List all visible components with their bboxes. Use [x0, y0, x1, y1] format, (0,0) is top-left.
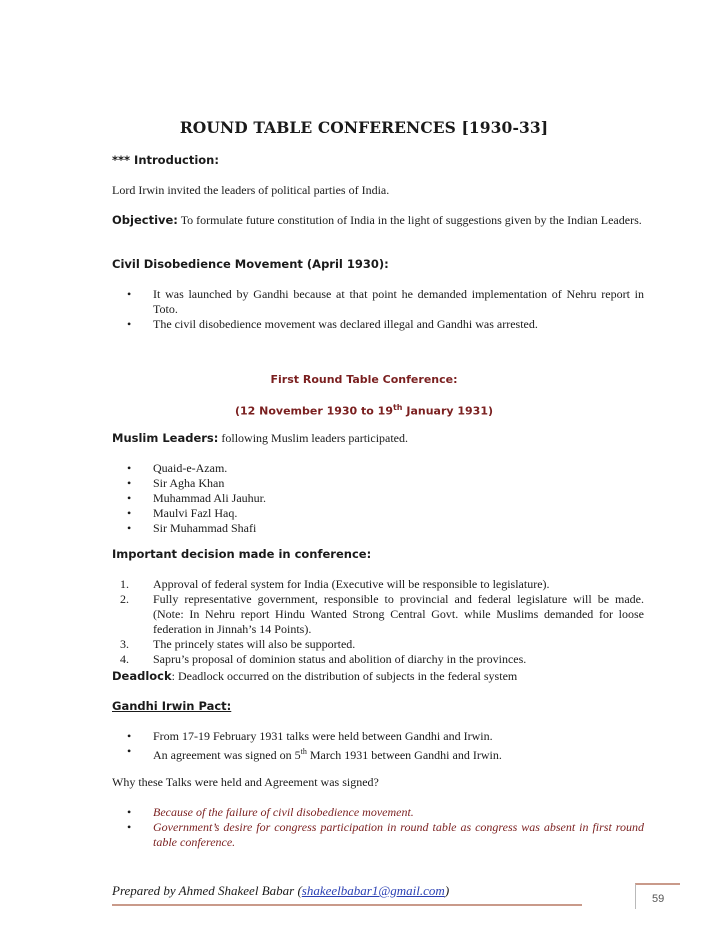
muslim-leaders-list: [112, 461, 644, 536]
list-item: • Because of the failure of civil disobedience movement.: [127, 805, 414, 819]
bullet-icon: •: [127, 476, 132, 490]
list-item: • Quaid-e-Azam.: [127, 461, 228, 475]
footer-credit: Prepared by Ahmed Shakeel Babar (shakeelbabar1@gmail.com): [112, 883, 450, 898]
list-item: • From 17-19 February 1931 talks were held between Gandhi and Irwin.: [127, 729, 493, 743]
intro-text: Lord Irwin invited the leaders of political parties of India.: [112, 183, 390, 197]
footer-divider: [112, 904, 582, 906]
list-item: • It was launched by Gandhi because at that point he demanded implementation of Nehru report in Toto.: [127, 287, 644, 316]
civil-disobedience-list: [112, 287, 644, 332]
bullet-icon: •: [127, 729, 132, 743]
bullet-icon: •: [127, 805, 132, 819]
bullet-icon: •: [127, 744, 132, 758]
objective-paragraph: [112, 213, 644, 228]
page-title: ROUND TABLE CONFERENCES [1930-33]: [179, 118, 549, 137]
bullet-icon: •: [127, 317, 132, 331]
pact-list: [112, 729, 644, 763]
bullet-icon: •: [127, 491, 132, 505]
bullet-icon: •: [127, 820, 132, 834]
list-item: 2. Fully representative government, responsible to provincial and federal legislature will be made. (Note: In Nehru report Hindu Wanted Strong Central Govt. while Muslims demanded for loose federation in Jinnah’s 14 Points).: [120, 592, 644, 636]
list-item: • Sir Agha Khan: [127, 476, 225, 490]
first-rtc-dates: (12 November 1930 to 19th January 1931): [234, 403, 494, 418]
deadlock-paragraph: Deadlock: Deadlock occurred on the distribution of subjects in the federal system: [112, 669, 518, 683]
why-question: Why these Talks were held and Agreement was signed?: [112, 775, 379, 789]
list-item: • Maulvi Fazl Haq.: [127, 506, 238, 520]
bullet-icon: •: [127, 521, 132, 535]
list-item: • Muhammad Ali Jauhur.: [127, 491, 266, 505]
footer-email-link[interactable]: shakeelbabar1@gmail.com: [301, 883, 445, 898]
muslim-leaders-label: Muslim Leaders:: [112, 431, 219, 445]
first-rtc-heading: First Round Table Conference:: [270, 373, 458, 386]
bullet-icon: •: [127, 287, 132, 301]
list-item: • Sir Muhammad Shafi: [127, 521, 257, 535]
decisions-list: [112, 577, 644, 667]
gandhi-irwin-pact-heading: Gandhi Irwin Pact:: [112, 699, 232, 713]
list-item: 4. Sapru’s proposal of dominion status and abolition of diarchy in the provinces.: [120, 652, 527, 666]
bullet-icon: •: [127, 461, 132, 475]
list-item: 3. The princely states will also be supported.: [120, 637, 356, 651]
list-item: • An agreement was signed on 5th March 1931 between Gandhi and Irwin.: [127, 744, 502, 762]
muslim-leaders-paragraph: Muslim Leaders: following Muslim leaders participated.: [112, 431, 409, 445]
list-item: 1. Approval of federal system for India (Executive will be responsible to legislature).: [120, 577, 550, 591]
page-number: 59: [652, 893, 665, 905]
civil-disobedience-heading: Civil Disobedience Movement (April 1930):: [112, 257, 389, 271]
decisions-heading: Important decision made in conference:: [112, 547, 372, 561]
why-list: [112, 805, 644, 850]
bullet-icon: •: [127, 506, 132, 520]
list-item: • Government’s desire for congress participation in round table as congress was absent in first round table conference.: [127, 820, 644, 849]
objective-text: To formulate future constitution of India in the light of suggestions given by the Indian Leaders.: [177, 213, 642, 227]
deadlock-label: Deadlock: [112, 669, 172, 683]
list-item: • The civil disobedience movement was declared illegal and Gandhi was arrested.: [127, 317, 538, 331]
intro-heading: *** Introduction:: [112, 153, 219, 167]
objective-label: Objective:: [112, 213, 178, 227]
